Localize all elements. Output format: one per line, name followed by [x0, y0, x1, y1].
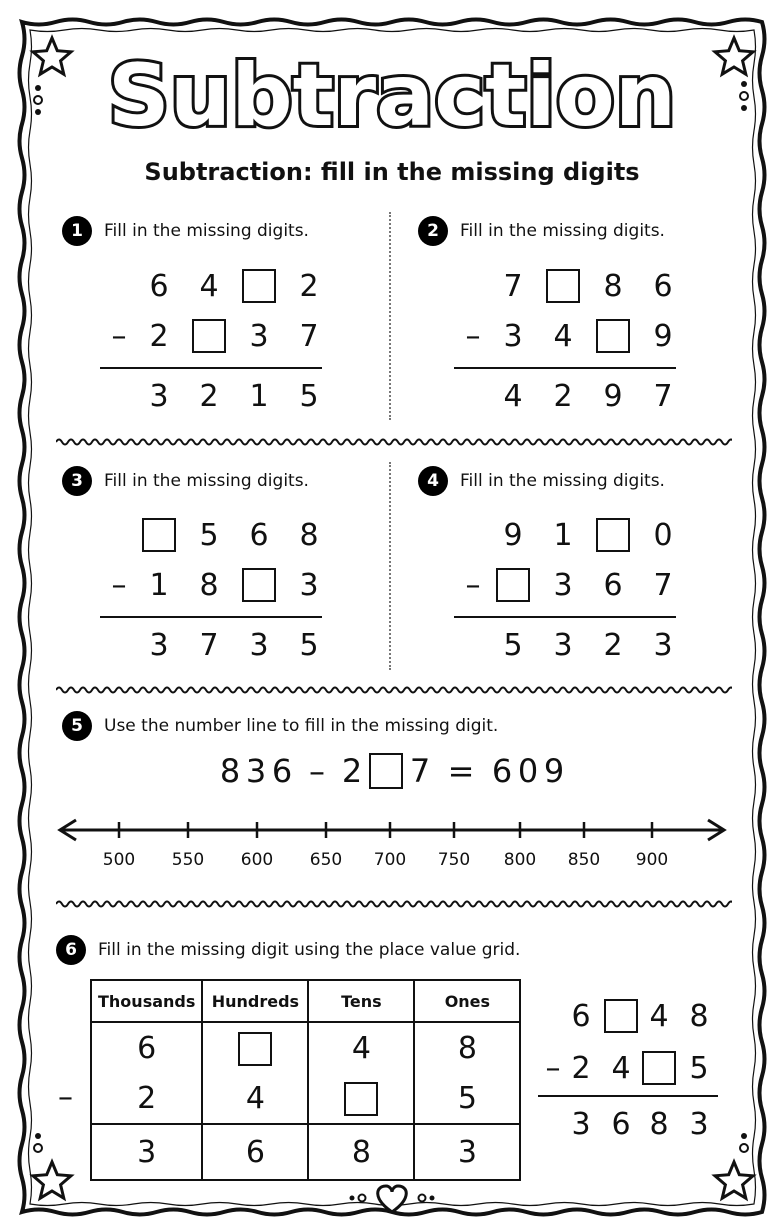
- question-number: 1: [62, 216, 92, 246]
- question-instruction: Fill in the missing digits.: [460, 471, 665, 491]
- digit: 6: [271, 752, 293, 790]
- missing-digit-box[interactable]: [596, 319, 630, 353]
- question-number: 5: [62, 711, 92, 741]
- question-header: [418, 216, 665, 246]
- column-divider: [389, 212, 391, 420]
- wavy-divider: [56, 436, 732, 448]
- digit: 2: [199, 378, 219, 414]
- column-header-tens: Tens: [308, 980, 414, 1022]
- grid-digit: 4: [202, 1073, 308, 1124]
- minus-sign: –: [58, 1080, 73, 1115]
- question-header: [418, 466, 665, 496]
- vertical-subtraction: [462, 515, 702, 665]
- missing-digit-box[interactable]: [369, 753, 403, 789]
- digit: 3: [249, 627, 269, 663]
- digit: 5: [299, 627, 319, 663]
- question-number: 4: [418, 466, 448, 496]
- digit: 2: [299, 268, 319, 304]
- grid-digit: 8: [308, 1124, 414, 1180]
- digit: 1: [249, 378, 269, 414]
- minus-sign: –: [465, 567, 481, 603]
- digit: 2: [341, 752, 363, 790]
- column-header-ones: Ones: [414, 980, 520, 1022]
- place-value-grid: [90, 979, 521, 1181]
- digit: 6: [249, 517, 269, 553]
- digit: 8: [603, 268, 623, 304]
- digit: 7: [299, 318, 319, 354]
- question-number: 6: [56, 935, 86, 965]
- digit: 3: [245, 752, 267, 790]
- missing-digit-cell: [188, 316, 230, 356]
- subtraction-equation: [0, 752, 784, 790]
- digit: 2: [149, 318, 169, 354]
- digit: 6: [571, 998, 591, 1034]
- grid-digit: 2: [91, 1073, 202, 1124]
- tick-label: 850: [567, 850, 601, 870]
- digit: 3: [571, 1106, 591, 1142]
- digit: 4: [611, 1050, 631, 1086]
- missing-digit-box[interactable]: [344, 1082, 378, 1116]
- digit: 8: [299, 517, 319, 553]
- vertical-subtraction: [108, 266, 348, 416]
- question-instruction: Use the number line to fill in the missing digit.: [104, 716, 499, 736]
- missing-digit-cell: [592, 316, 634, 356]
- missing-digit-cell: [592, 515, 634, 555]
- tick-label: 550: [171, 850, 205, 870]
- digit: 9: [503, 517, 523, 553]
- grid-digit: 3: [91, 1124, 202, 1180]
- digit: 5: [689, 1050, 709, 1086]
- question-instruction: Fill in the missing digit using the place value grid.: [98, 940, 521, 960]
- missing-digit-box[interactable]: [142, 518, 176, 552]
- missing-digit-cell: [542, 266, 584, 306]
- grid-digit: 3: [414, 1124, 520, 1180]
- missing-digit-cell: [492, 565, 534, 605]
- tick-label: 750: [437, 850, 471, 870]
- grid-digit: 6: [202, 1124, 308, 1180]
- wavy-divider: [56, 898, 732, 910]
- digit: 1: [149, 567, 169, 603]
- minus-sign: –: [465, 318, 481, 354]
- digit: 4: [199, 268, 219, 304]
- digit: 6: [653, 268, 673, 304]
- digit: 4: [553, 318, 573, 354]
- digit: 9: [543, 752, 565, 790]
- digit: 8: [689, 998, 709, 1034]
- question-header: [62, 711, 498, 741]
- answer-line: [100, 367, 322, 369]
- column-divider: [389, 462, 391, 670]
- digit: 6: [491, 752, 513, 790]
- vertical-subtraction: [462, 266, 702, 416]
- digit: 3: [653, 627, 673, 663]
- digit: 7: [409, 752, 431, 790]
- star-icon: [715, 1162, 753, 1198]
- digit: 4: [503, 378, 523, 414]
- tick-label: 800: [503, 850, 537, 870]
- digit: 5: [299, 378, 319, 414]
- digit: 7: [653, 378, 673, 414]
- vertical-subtraction: [108, 515, 348, 665]
- missing-digit-box[interactable]: [546, 269, 580, 303]
- minus-sign: –: [545, 1050, 561, 1086]
- digit: 5: [503, 627, 523, 663]
- worksheet-subtitle: Subtraction: fill in the missing digits: [144, 158, 640, 186]
- number-line: [52, 812, 742, 852]
- digit: 6: [149, 268, 169, 304]
- digit: 8: [199, 567, 219, 603]
- digit: 6: [603, 567, 623, 603]
- digit: 8: [219, 752, 241, 790]
- digit: 7: [653, 567, 673, 603]
- missing-digit-cell: [600, 996, 642, 1036]
- question-number: 2: [418, 216, 448, 246]
- minus-sign: –: [309, 752, 325, 790]
- minus-sign: –: [111, 567, 127, 603]
- digit: 2: [553, 378, 573, 414]
- missing-digit-box[interactable]: [604, 999, 638, 1033]
- digit: 1: [553, 517, 573, 553]
- svg-text:Subtraction: Subtraction: [107, 46, 677, 140]
- missing-digit-cell: [308, 1073, 414, 1124]
- grid-digit: 4: [308, 1022, 414, 1073]
- question-header: [56, 935, 520, 965]
- tick-label: 650: [309, 850, 343, 870]
- digit: 7: [503, 268, 523, 304]
- grid-digit: 6: [91, 1022, 202, 1073]
- digit: 6: [611, 1106, 631, 1142]
- missing-digit-cell: [638, 1048, 680, 1088]
- question-instruction: Fill in the missing digits.: [104, 221, 309, 241]
- missing-digit-box[interactable]: [242, 269, 276, 303]
- digit: 5: [199, 517, 219, 553]
- answer-line: [454, 367, 676, 369]
- answer-line: [100, 616, 322, 618]
- digit: 3: [149, 627, 169, 663]
- missing-digit-cell: [138, 515, 180, 555]
- missing-digit-cell: [238, 565, 280, 605]
- digit: 3: [553, 567, 573, 603]
- answer-line: [454, 616, 676, 618]
- star-icon: [33, 1162, 71, 1198]
- missing-digit-box[interactable]: [496, 568, 530, 602]
- digit: 3: [503, 318, 523, 354]
- tick-label: 500: [102, 850, 136, 870]
- tick-label: 900: [635, 850, 669, 870]
- grid-digit: 8: [414, 1022, 520, 1073]
- digit: 9: [603, 378, 623, 414]
- wavy-divider: [56, 684, 732, 696]
- minus-sign: –: [111, 318, 127, 354]
- question-header: [62, 216, 309, 246]
- digit: 0: [517, 752, 539, 790]
- digit: 7: [199, 627, 219, 663]
- missing-digit-cell: [202, 1022, 308, 1073]
- digit: 8: [649, 1106, 669, 1142]
- question-instruction: Fill in the missing digits.: [104, 471, 309, 491]
- missing-digit-cell: [238, 266, 280, 306]
- digit: 3: [149, 378, 169, 414]
- question-instruction: Fill in the missing digits.: [460, 221, 665, 241]
- digit: 3: [553, 627, 573, 663]
- missing-digit-box[interactable]: [238, 1032, 272, 1066]
- digit: 9: [653, 318, 673, 354]
- missing-digit-box[interactable]: [192, 319, 226, 353]
- grid-digit: 5: [414, 1073, 520, 1124]
- tick-label: 700: [373, 850, 407, 870]
- answer-line: [538, 1095, 718, 1097]
- digit: 2: [603, 627, 623, 663]
- digit: 4: [649, 998, 669, 1034]
- digit: 2: [571, 1050, 591, 1086]
- missing-digit-box[interactable]: [596, 518, 630, 552]
- column-header-thousands: Thousands: [91, 980, 202, 1022]
- missing-digit-box[interactable]: [242, 568, 276, 602]
- tick-label: 600: [240, 850, 274, 870]
- question-number: 3: [62, 466, 92, 496]
- page-title: [0, 30, 784, 144]
- missing-digit-box[interactable]: [642, 1051, 676, 1085]
- digit: 3: [689, 1106, 709, 1142]
- digit: 3: [299, 567, 319, 603]
- column-header-hundreds: Hundreds: [202, 980, 308, 1022]
- equals-sign: =: [447, 752, 475, 790]
- digit: 0: [653, 517, 673, 553]
- digit: 3: [249, 318, 269, 354]
- question-header: [62, 466, 309, 496]
